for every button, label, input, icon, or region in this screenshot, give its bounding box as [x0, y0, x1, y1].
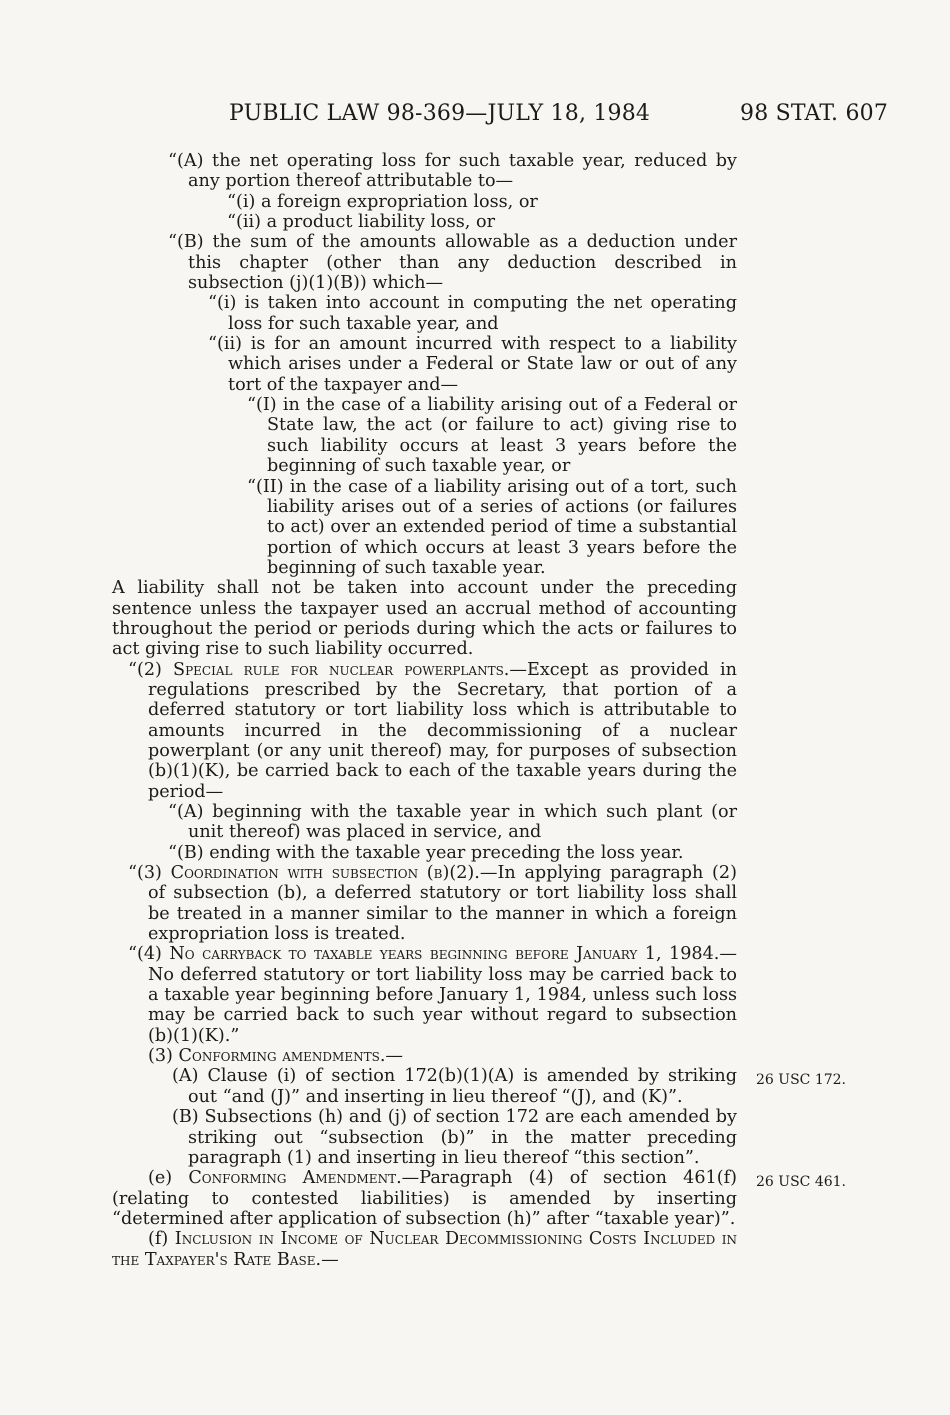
subsection-e-heading: Conforming Amendment.	[188, 1168, 402, 1189]
paragraph-4-heading: “(4) No carryback to taxable years beginning before January 1, 1984.	[128, 944, 720, 965]
paragraph-B: “(B) the sum of the amounts allowable as a deduction under this chapter (other than any deduction described in subsection (j)(1)(B)) which—	[168, 232, 737, 294]
paragraph-3-text: —In applying paragraph (2) of subsection (b), a deferred statutory or tort liability loss shall be treated in a manner similar to the manner in which a foreign expropriation loss is treated.	[148, 863, 737, 945]
conforming-amendments-heading: Conforming amendments.	[178, 1046, 386, 1067]
paragraph-2-B: “(B) ending with the taxable year preceding the loss year.	[168, 842, 684, 863]
subsection-f	[112, 1229, 737, 1270]
paragraph-2-heading: “(2) Special rule for nuclear powerplants.	[128, 659, 510, 680]
margin-note-usc-172: 26 USC 172.	[756, 1072, 846, 1088]
subclause-I: “(I) in the case of a liability arising out of a Federal or State law, the act (or failure to act) giving rise to such liability occurs at least 3 years before the beginning of such taxable year, or	[247, 395, 737, 477]
paragraph-A: “(A) the net operating loss for such taxable year, reduced by any portion thereof attributable to—	[168, 151, 737, 192]
paragraph-2	[112, 660, 737, 802]
paragraph-2-text: —Except as provided in regulations prescribed by the Secretary, that portion of a deferred statutory or tort liability loss which is attributable to amounts incurred in the decommissioning of a nuclear powerplant (or any unit thereof) may, for purposes of subsection (b)(1)(K), be carried back to each of the taxable years during the period—	[148, 659, 737, 802]
subsection-f-heading: Inclusion in Income of Nuclear Decommissioning Costs Included in the Taxpayer's Rate Base.	[112, 1229, 737, 1270]
margin-note-usc-461: 26 USC 461.	[756, 1174, 846, 1190]
conforming-amendments-dash: —	[385, 1046, 404, 1067]
paragraph-4	[112, 944, 737, 1046]
clause-i-computing: “(i) is taken into account in computing the net operating loss for such taxable year, and	[208, 293, 737, 334]
subclause-II: “(II) in the case of a liability arising out of a tort, such liability arises out of a series of actions (or failures to act) over an extended period of time a substantial portion of which occurs at least 3 years before the beginning of such taxable year.	[247, 476, 737, 578]
running-header-title: PUBLIC LAW 98-369—JULY 18, 1984	[229, 101, 651, 126]
subsection-e	[112, 1168, 737, 1229]
clause-ii-liability: “(ii) is for an amount incurred with respect to a liability which arises under a Federal or State law or out of any tort of the taxpayer and—	[208, 334, 737, 395]
subsection-e-text: —Paragraph (4) of section 461(f) (relating to contested liabilities) is amended by inserting “determined after application of subsection (h)” after “taxable year)”.	[112, 1168, 737, 1229]
clause-ii-product: “(ii) a product liability loss, or	[227, 212, 495, 233]
paragraph-3	[112, 863, 737, 944]
statute-text	[112, 151, 737, 1270]
running-header-stat-page: 98 STAT. 607	[740, 101, 889, 126]
conforming-amendments	[112, 1046, 737, 1066]
amendment-A: (A) Clause (i) of section 172(b)(1)(A) is amended by striking out “and (J)” and inserting in lieu thereof “(J), and (K)”.	[172, 1066, 737, 1107]
subsection-f-dash: —	[321, 1249, 339, 1270]
amendment-B: (B) Subsections (h) and (j) of section 172 are each amended by striking out “subsection (b)” in the matter preceding paragraph (1) and inserting in lieu thereof “this section”.	[172, 1107, 737, 1168]
clause-i-foreign: “(i) a foreign expropriation loss, or	[227, 191, 538, 212]
paragraph-4-text: —No deferred statutory or tort liability loss may be carried back to a taxable year beginning before January 1, 1984, unless such loss may be carried back to such year without regard to subsection (b)(1)(K).”	[148, 944, 737, 1046]
paragraph-3-heading: “(3) Coordination with subsection (b)(2).	[128, 863, 480, 884]
flush-sentence: A liability shall not be taken into account under the preceding sentence unless the taxpayer used an accrual method of accounting throughout the period or periods during which the acts or failures to act giving rise to such liability occurred.	[112, 578, 737, 660]
subsection-e-number: (e)	[148, 1168, 189, 1189]
subsection-f-number: (f)	[148, 1229, 175, 1250]
paragraph-2-A: “(A) beginning with the taxable year in which such plant (or unit thereof) was placed in service, and	[168, 802, 737, 843]
conforming-amendments-number: (3)	[148, 1046, 179, 1067]
